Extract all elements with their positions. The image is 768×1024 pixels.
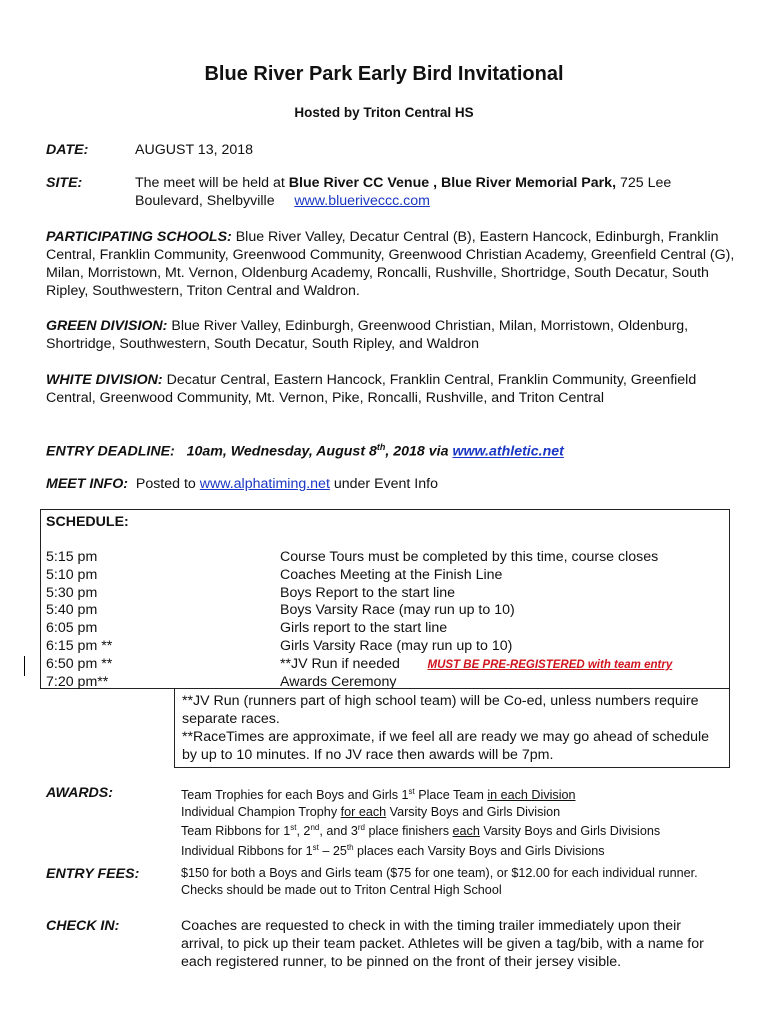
- white-division: [46, 371, 736, 407]
- meet-pre: Posted to: [135, 476, 196, 492]
- site-label: SITE:: [46, 175, 83, 191]
- schedule-label: SCHEDULE:: [46, 514, 129, 530]
- note-racetimes: **RaceTimes are approximate, if we feel all are ready we may go ahead of schedule by up to 10 minutes. If no JV race then awards will be 7pm.: [182, 729, 710, 763]
- awards-line: [181, 784, 741, 804]
- date-label: DATE:: [46, 142, 89, 158]
- awards-underline: each: [452, 824, 480, 839]
- awards-sup: st: [408, 787, 415, 796]
- awards-label: AWARDS:: [46, 785, 113, 801]
- schedule-time: 5:10 pm: [46, 567, 98, 583]
- entry-deadline: [46, 438, 564, 461]
- awards-line: [181, 820, 741, 840]
- schedule-time: 6:05 pm: [46, 620, 98, 636]
- green-text: Blue River Valley, Edinburgh, Greenwood Christian, Milan, Morristown, Oldenburg, Shortridge, Southwestern, South Decatur, South Ripley, and Waldron: [46, 318, 689, 352]
- awards-text-part: , 2: [296, 824, 311, 839]
- checkin-label: CHECK IN:: [46, 918, 120, 934]
- schedule-notes: [174, 688, 730, 768]
- awards-text-part: Individual Champion Trophy: [181, 804, 338, 819]
- green-division: [46, 317, 736, 353]
- participating-label: PARTICIPATING SCHOOLS:: [46, 229, 232, 245]
- awards-sup: rd: [357, 823, 365, 833]
- schedule-row: [46, 548, 726, 566]
- awards-text-part: Varsity Boys and Girls Divisions: [483, 824, 661, 839]
- site-text: [135, 174, 735, 210]
- awards-sup: nd: [310, 823, 320, 833]
- awards-text-part: – 25: [322, 844, 347, 859]
- meet-post: under Event Info: [333, 476, 438, 492]
- meet-info: [46, 475, 438, 493]
- schedule-time: 6:50 pm **: [46, 656, 113, 672]
- schedule-desc: Awards Ceremony: [280, 674, 397, 690]
- entry-post: , 2018 via: [385, 443, 449, 460]
- schedule-desc: Girls report to the start line: [280, 620, 448, 636]
- schedule-desc: Boys Report to the start line: [280, 585, 456, 601]
- note-jv: **JV Run (runners part of high school team) will be Co-ed, unless numbers require separate races.: [182, 693, 699, 727]
- site-line-2: Boulevard, Shelbyville: [135, 193, 275, 209]
- awards-text-part: , and 3: [319, 824, 358, 839]
- awards-text-part: Team Trophies for each Boys and Girls 1: [181, 788, 409, 803]
- schedule-time: 5:30 pm: [46, 585, 98, 601]
- schedule-row: [46, 637, 726, 655]
- schedule-desc: **JV Run if needed: [280, 656, 400, 672]
- meet-label: MEET INFO:: [46, 476, 128, 492]
- awards-underline: in each Division: [487, 788, 576, 803]
- awards-sup: st: [290, 823, 297, 833]
- awards-underline: for each: [340, 804, 387, 819]
- participating-schools: [46, 228, 736, 300]
- entry-link[interactable]: www.athletic.net: [452, 443, 564, 460]
- entry-sup: th: [376, 442, 386, 452]
- awards-sup: st: [312, 842, 319, 852]
- awards-line: [181, 840, 741, 860]
- white-label: WHITE DIVISION:: [46, 372, 163, 388]
- schedule-row: [46, 584, 726, 602]
- awards-sup: th: [346, 842, 354, 852]
- checkin-text: Coaches are requested to check in with the timing trailer immediately upon their arrival, to pick up their team packet. Athletes will be given a tag/bib, with a name for each registered runner, to be pinned on the front of their jersey visible.: [181, 918, 704, 970]
- green-label: GREEN DIVISION:: [46, 318, 168, 334]
- page-title: Blue River Park Early Bird Invitational: [204, 63, 564, 85]
- site-venue: Blue River CC Venue , Blue River Memorial Park,: [288, 175, 617, 191]
- schedule-time: 7:20 pm**: [46, 674, 109, 690]
- checkin-label-row: [46, 917, 119, 935]
- schedule-row: [46, 655, 726, 673]
- schedule-desc-wrap: [280, 655, 672, 674]
- entry-label: ENTRY DEADLINE:: [46, 443, 175, 460]
- date-row: [46, 141, 88, 159]
- awards-text-part: Individual Ribbons for 1: [181, 844, 313, 859]
- awards-text-part: place finishers: [368, 824, 450, 839]
- awards-line: [181, 804, 741, 821]
- schedule-time: 5:15 pm: [46, 549, 98, 565]
- meet-link[interactable]: www.alphatiming.net: [199, 476, 330, 492]
- schedule-row: [46, 566, 726, 584]
- schedule-desc: Coaches Meeting at the Finish Line: [280, 567, 503, 583]
- entry-pre: 10am, Wednesday, August 8: [186, 443, 377, 460]
- schedule-desc: Boys Varsity Race (may run up to 10): [280, 602, 515, 618]
- awards-label-row: [46, 784, 113, 802]
- white-text: Decatur Central, Eastern Hancock, Franklin Central, Franklin Community, Greenfield Central, Greenwood Community, Mt. Vernon, Pike, Roncalli, Rushville, and Triton Central: [46, 372, 697, 406]
- awards-text-part: Varsity Boys and Girls Division: [389, 804, 561, 819]
- date-value: AUGUST 13, 2018: [135, 142, 254, 158]
- awards-text: [181, 784, 741, 860]
- schedule-time: 5:40 pm: [46, 602, 98, 618]
- fees-text: $150 for both a Boys and Girls team ($75 for one team), or $12.00 for each individual runner. Checks should be made out to Triton Central High School: [181, 866, 698, 897]
- schedule-row: [46, 601, 726, 619]
- fees-label-row: [46, 865, 139, 883]
- site-link[interactable]: www.blueriveccc.com: [294, 193, 430, 209]
- awards-text-part: Place Team: [418, 788, 484, 803]
- awards-text-part: places each Varsity Boys and Girls Divisions: [357, 844, 605, 859]
- schedule-row: [46, 619, 726, 637]
- schedule-desc: Girls Varsity Race (may run up to 10): [280, 638, 513, 654]
- awards-text-part: Team Ribbons for 1: [181, 824, 291, 839]
- site-text-2: 725 Lee: [619, 175, 672, 191]
- page-subtitle: Hosted by Triton Central HS: [294, 105, 474, 120]
- schedule-desc: Course Tours must be completed by this time, course closes: [280, 549, 659, 565]
- text-cursor: [24, 656, 25, 676]
- site-text-1: The meet will be held at: [135, 175, 285, 191]
- participating-text: Blue River Valley, Decatur Central (B), Eastern Hancock, Edinburgh, Franklin Central, Franklin Community, Greenwood Community, Greenwood Christian Academy, Greenfield Central (G), Milan, Morristown, Mt. Vernon, Oldenburg Academy, Roncalli, Rushville, Shortridge, South Decatur, South Ripley, Southwestern, Triton Central and Waldron.: [46, 229, 735, 299]
- fees-label: ENTRY FEES:: [46, 866, 140, 882]
- site-label-row: [46, 174, 82, 192]
- schedule-time: 6:15 pm **: [46, 638, 113, 654]
- pre-registered-note: MUST BE PRE-REGISTERED with team entry: [427, 659, 673, 671]
